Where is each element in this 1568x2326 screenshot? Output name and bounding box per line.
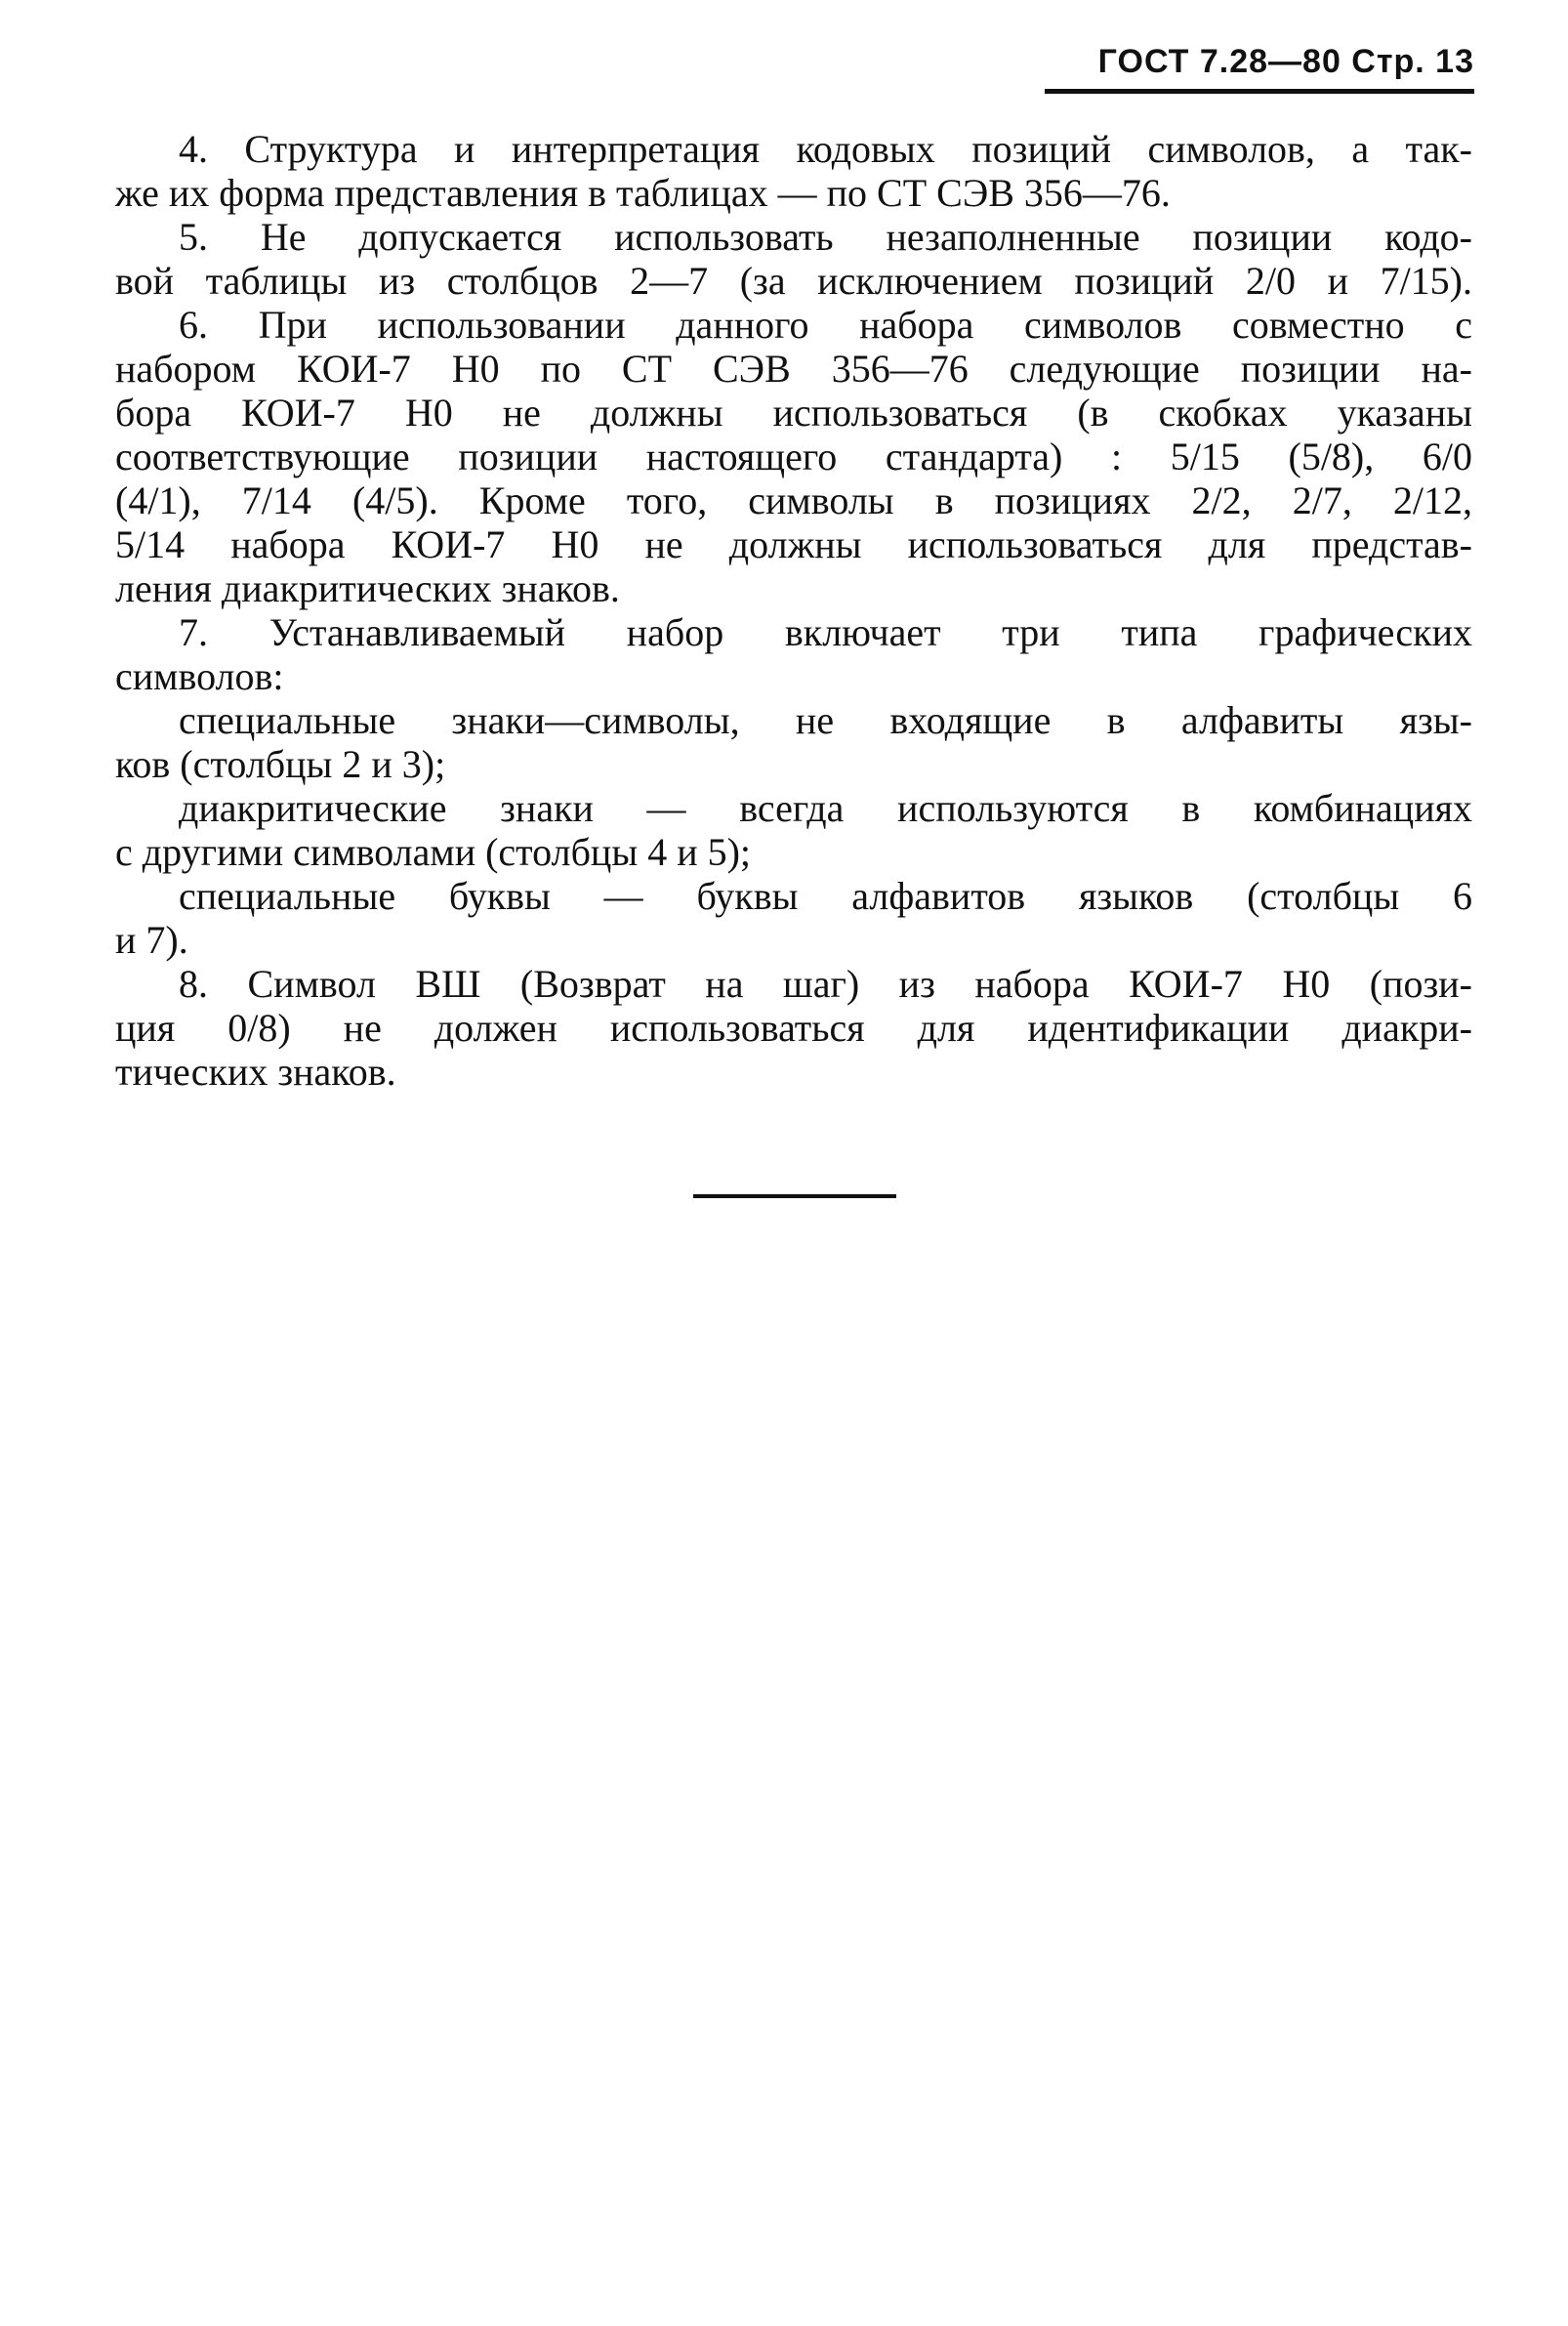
text-line: бора КОИ-7 Н0 не должны использоваться (в скобках указаны — [115, 391, 1472, 435]
text-line: тических знаков. — [115, 1050, 396, 1094]
text-line: 8. Символ ВШ (Возврат на шаг) из набора КОИ-7 Н0 (пози- — [179, 962, 1472, 1006]
text-line: 5. Не допускается использовать незаполненные позиции кодо- — [179, 215, 1472, 259]
text-line: набором КОИ-7 Н0 по СТ СЭВ 356—76 следующие позиции на- — [115, 347, 1472, 391]
text-line: соответствующие позиции настоящего стандарта) : 5/15 (5/8), 6/0 — [115, 435, 1472, 478]
page-header — [1045, 43, 1474, 94]
document-body — [115, 127, 1472, 1094]
text-line: ления диакритических знаков. — [115, 566, 620, 610]
text-line: с другими символами (столбцы 4 и 5); — [115, 830, 752, 874]
text-line: диакритические знаки — всегда используются в комбинациях — [179, 786, 1472, 830]
text-line: 6. При использовании данного набора символов совместно с — [179, 303, 1472, 347]
text-line: и 7). — [115, 918, 188, 962]
header-text: ГОСТ 7.28—80 Стр. 13 — [1097, 43, 1474, 80]
end-rule — [693, 1194, 896, 1198]
header-rule — [1045, 89, 1474, 94]
text-line: (4/1), 7/14 (4/5). Кроме того, символы в позициях 2/2, 2/7, 2/12, — [115, 478, 1472, 522]
text-line: ция 0/8) не должен использоваться для идентификации диакри- — [115, 1006, 1472, 1050]
text-line: символов: — [115, 654, 284, 698]
text-line: специальные знаки—символы, не входящие в алфавиты язы- — [179, 698, 1472, 742]
text-line: специальные буквы — буквы алфавитов языков (столбцы 6 — [179, 874, 1472, 918]
text-line: ков (столбцы 2 и 3); — [115, 742, 446, 786]
text-line: 5/14 набора КОИ-7 Н0 не должны использоваться для представ- — [115, 522, 1472, 566]
text-line: 7. Устанавливаемый набор включает три типа графических — [179, 610, 1472, 654]
text-line: вой таблицы из столбцов 2—7 (за исключением позиций 2/0 и 7/15). — [115, 259, 1472, 303]
text-line: 4. Структура и интерпретация кодовых позиций символов, а так- — [179, 127, 1472, 171]
text-line: же их форма представления в таблицах — по СТ СЭВ 356—76. — [115, 171, 1171, 215]
